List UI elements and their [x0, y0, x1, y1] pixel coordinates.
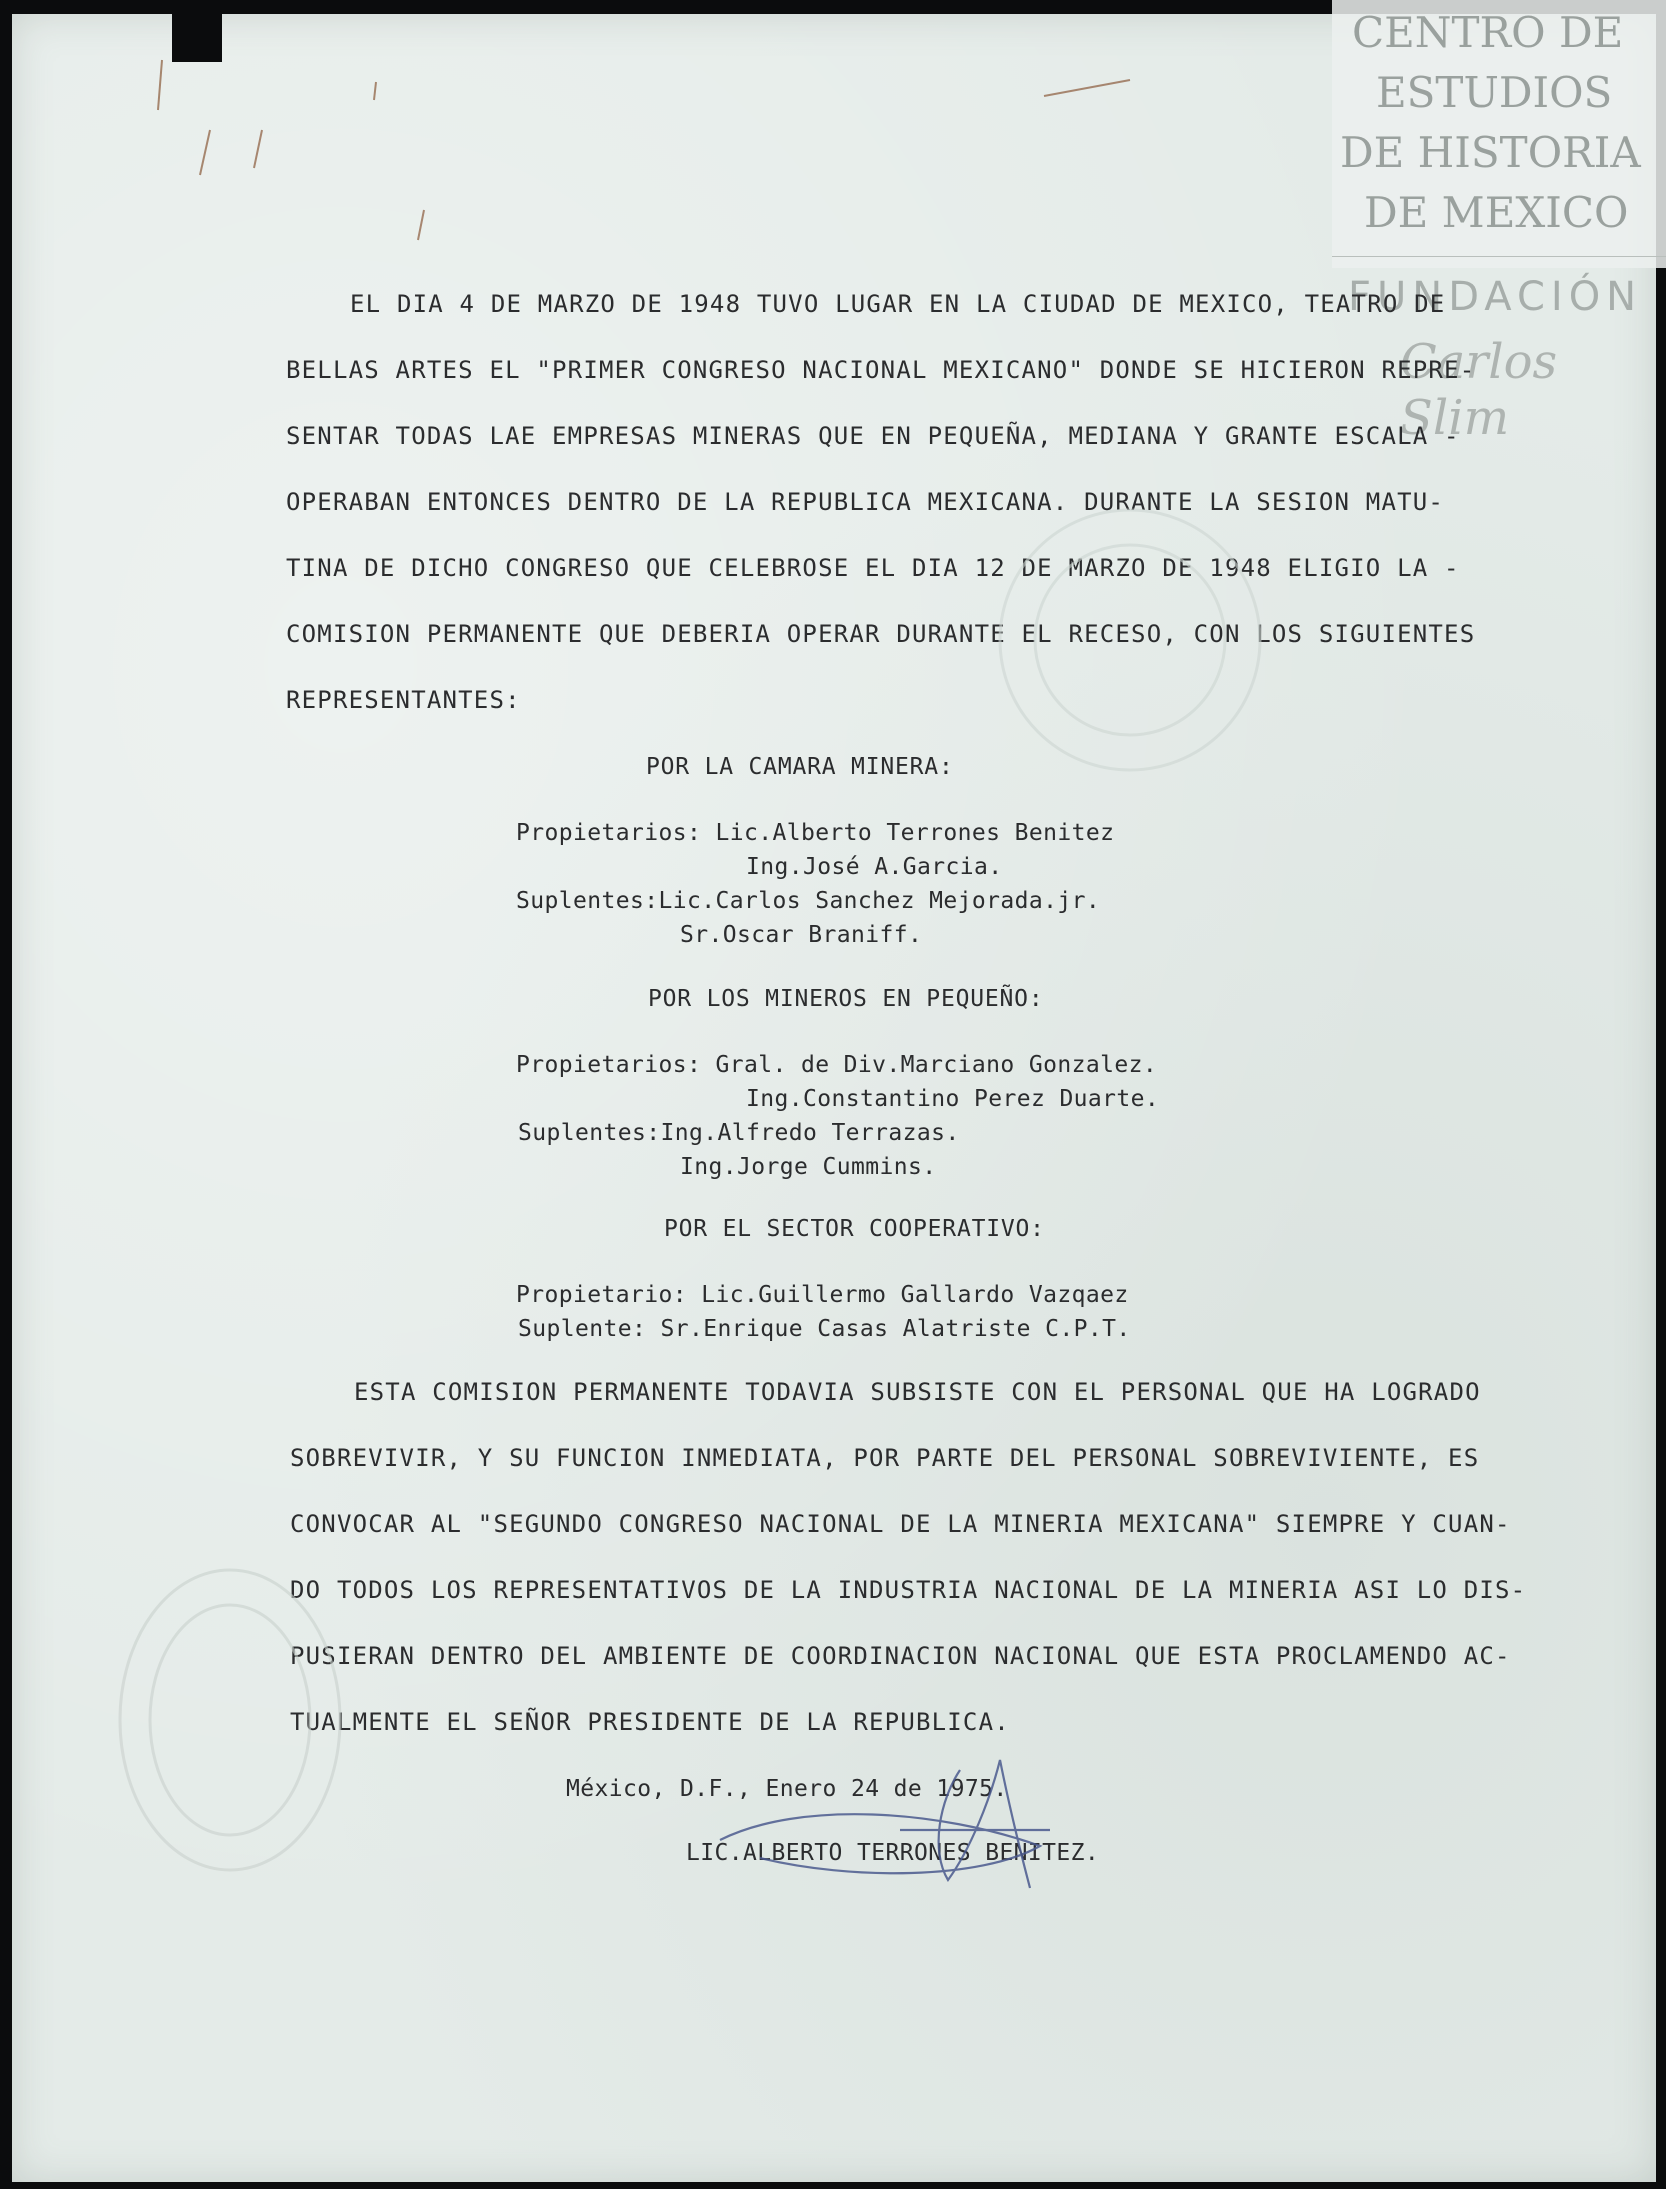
section3-line-1: Propietario: Lic.Guillermo Gallardo Vazqaez — [516, 1282, 1129, 1308]
paragraph2-line-3: CONVOCAR AL "SEGUNDO CONGRESO NACIONAL DE LA MINERIA MEXICANA" SIEMPRE Y CUAN- — [290, 1510, 1511, 1538]
date-line: México, D.F., Enero 24 de 1975. — [566, 1776, 1008, 1802]
paragraph1-line-1: EL DIA 4 DE MARZO DE 1948 TUVO LUGAR EN LA CIUDAD DE MEXICO, TEATRO DE — [350, 290, 1446, 318]
faint-stamp-left — [120, 1570, 340, 1870]
section2-line-2: Ing.Constantino Perez Duarte. — [746, 1086, 1160, 1112]
paragraph2-line-5: PUSIERAN DENTRO DEL AMBIENTE DE COORDINACION NACIONAL QUE ESTA PROCLAMENDO AC- — [290, 1642, 1511, 1670]
paragraph2-line-2: SOBREVIVIR, Y SU FUNCION INMEDIATA, POR PARTE DEL PERSONAL SOBREVIVIENTE, ES — [290, 1444, 1480, 1472]
stamp-line-2: ESTUDIOS — [1376, 68, 1613, 117]
section1-line-2: Ing.José A.Garcia. — [746, 854, 1003, 880]
paragraph1-line-2: BELLAS ARTES EL "PRIMER CONGRESO NACIONAL MEXICANO" DONDE SE HICIERON REPRE- — [286, 356, 1476, 384]
paragraph2-line-6: TUALMENTE EL SEÑOR PRESIDENTE DE LA REPUBLICA. — [290, 1708, 1010, 1736]
section3-heading: POR EL SECTOR COOPERATIVO: — [664, 1216, 1045, 1242]
paragraph1-line-3: SENTAR TODAS LAE EMPRESAS MINERAS QUE EN PEQUEÑA, MEDIANA Y GRANTE ESCALA - — [286, 422, 1460, 450]
signer-name: LIC.ALBERTO TERRONES BENITEZ. — [686, 1840, 1100, 1866]
section2-line-3: Suplentes:Ing.Alfredo Terrazas. — [518, 1120, 960, 1146]
section2-line-1: Propietarios: Gral. de Div.Marciano Gonzalez. — [516, 1052, 1158, 1078]
section2-line-4: Ing.Jorge Cummins. — [680, 1154, 937, 1180]
paragraph1-line-6: COMISION PERMANENTE QUE DEBERIA OPERAR DURANTE EL RECESO, CON LOS SIGUIENTES — [286, 620, 1476, 648]
stamp-line-4: DE MEXICO — [1364, 188, 1629, 237]
paragraph2-line-4: DO TODOS LOS REPRESENTATIVOS DE LA INDUSTRIA NACIONAL DE LA MINERIA ASI LO DIS- — [290, 1576, 1527, 1604]
paragraph1-line-4: OPERABAN ENTONCES DENTRO DE LA REPUBLICA MEXICANA. DURANTE LA SESION MATU- — [286, 488, 1445, 516]
paragraph2-line-1: ESTA COMISION PERMANENTE TODAVIA SUBSISTE CON EL PERSONAL QUE HA LOGRADO — [354, 1378, 1481, 1406]
section2-heading: POR LOS MINEROS EN PEQUEÑO: — [648, 986, 1044, 1012]
paragraph1-line-5: TINA DE DICHO CONGRESO QUE CELEBROSE EL DIA 12 DE MARZO DE 1948 ELIGIO LA - — [286, 554, 1460, 582]
stamp-line-1: CENTRO DE — [1352, 8, 1624, 57]
signature-icon — [720, 1760, 1050, 1888]
stamp-line-3: DE HISTORIA — [1340, 128, 1641, 177]
faint-stamp-top — [1000, 510, 1260, 770]
foundation-label: FUNDACIÓN — [1348, 274, 1643, 320]
paragraph1-line-7: REPRESENTANTES: — [286, 686, 521, 714]
section1-heading: POR LA CAMARA MINERA: — [646, 754, 954, 780]
section1-line-4: Sr.Oscar Braniff. — [680, 922, 923, 948]
foundation-signature: Carlos Slim — [1400, 334, 1558, 446]
section3-line-2: Suplente: Sr.Enrique Casas Alatriste C.P.T. — [518, 1316, 1131, 1342]
paper-scratches — [158, 60, 1130, 240]
section1-line-1: Propietarios: Lic.Alberto Terrones Benitez — [516, 820, 1115, 846]
section1-line-3: Suplentes:Lic.Carlos Sanchez Mejorada.jr. — [516, 888, 1101, 914]
